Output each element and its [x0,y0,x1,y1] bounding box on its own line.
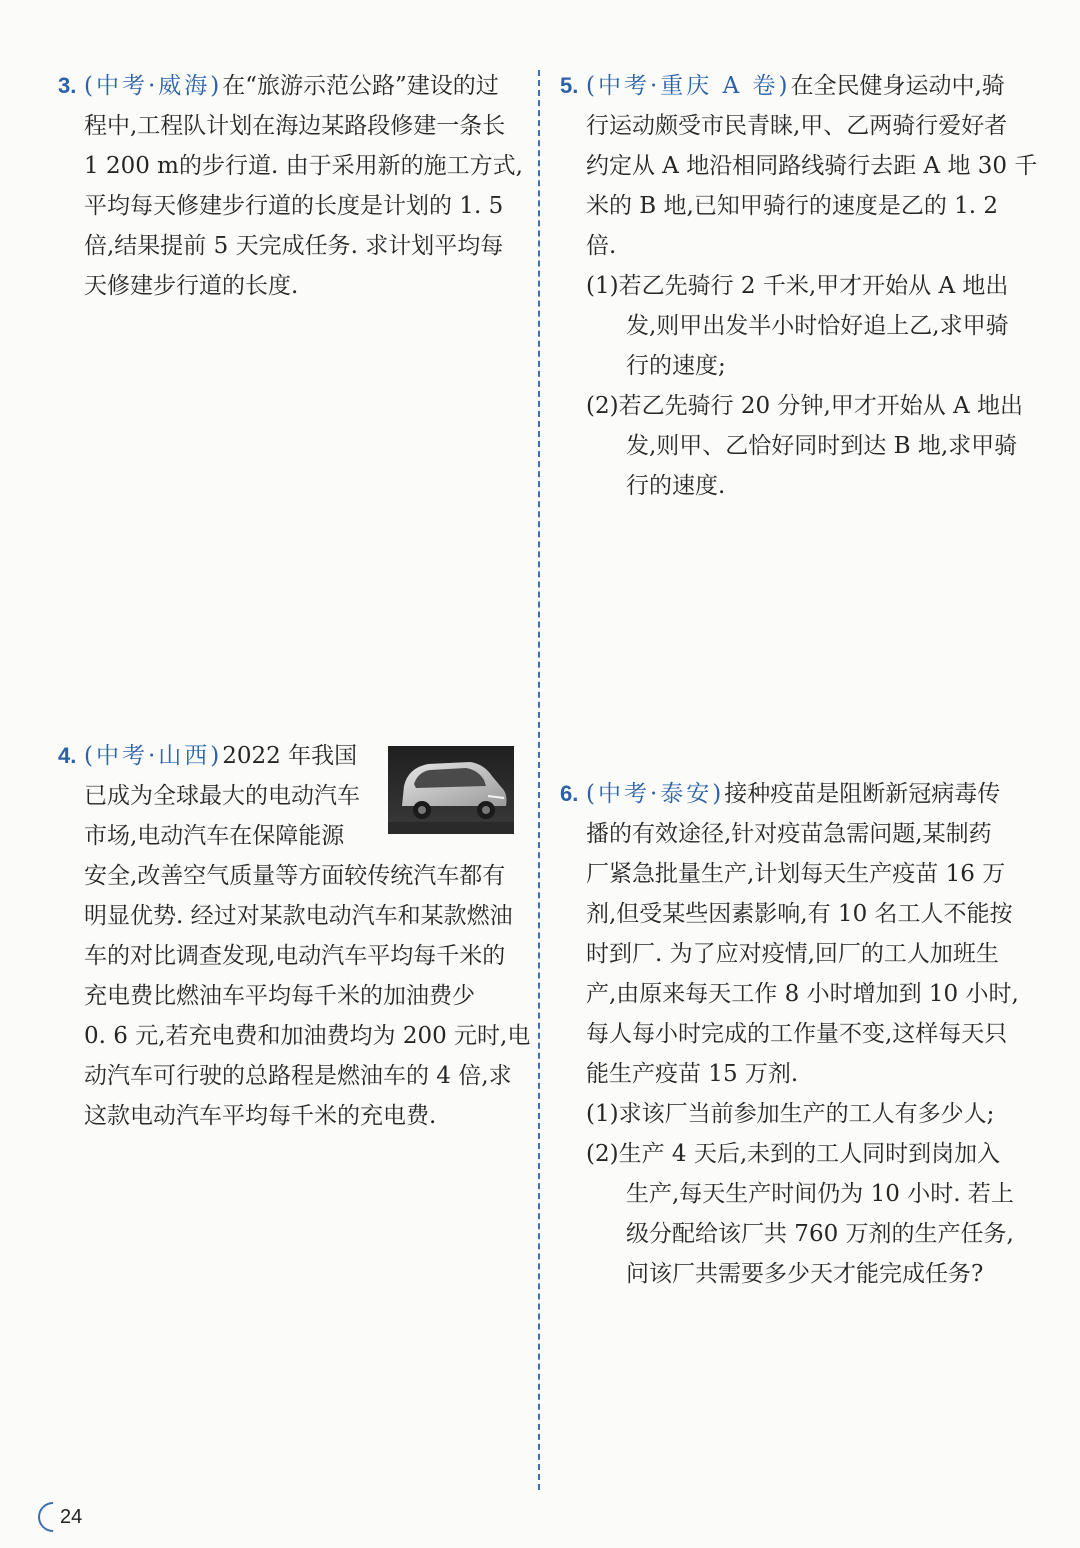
column-divider [538,70,540,1490]
problem-text-line: 程中,工程队计划在海边某路段修建一条长 [84,113,506,139]
problem-text-line: 动汽车可行驶的总路程是燃油车的 4 倍,求 [84,1063,512,1089]
problem-text-line: 在全民健身运动中,骑 [790,73,1005,99]
page-number-text: 24 [60,1506,83,1528]
problem-source: (中考·威海) [84,73,223,99]
problem-number: 6. [560,781,579,806]
problem-source: (中考·泰安) [586,781,725,807]
subquestion-text-line: 级分配给该厂共 760 万剂的生产任务, [626,1221,1014,1247]
subquestion-2: (2)若乙先骑行 20 分钟,甲才开始从 A 地出 [586,393,1024,419]
subquestion-text-line: 发,则甲、乙恰好同时到达 B 地,求甲骑 [626,433,1018,459]
problem-source: (中考·重庆 A 卷) [586,73,791,99]
problem-text-line: 约定从 A 地沿相同路线骑行去距 A 地 30 千 [586,153,1038,179]
problem-text-line: 时到厂. 为了应对疫情,回厂的工人加班生 [586,941,999,967]
problem-number: 4. [58,743,77,768]
problem-text-line: 播的有效途径,针对疫苗急需问题,某制药 [586,821,992,847]
subquestion-text-line: 问该厂共需要多少天才能完成任务? [626,1261,984,1287]
problem-text-line: 倍,结果提前 5 天完成任务. 求计划平均每 [84,233,504,259]
subquestion-text-line: 行的速度; [626,353,726,379]
problem-text-line: 已成为全球最大的电动汽车 [84,783,360,809]
problem-text-line: 厂紧急批量生产,计划每天生产疫苗 16 万 [586,861,1006,887]
problem-source: (中考·山西) [84,743,223,769]
subquestion-text-line: 行的速度. [626,473,726,499]
problem-text-line: 0. 6 元,若充电费和加油费均为 200 元时,电 [84,1023,531,1049]
problem-text-line: 安全,改善空气质量等方面较传统汽车都有 [84,863,506,889]
problem-text-line: 每人每小时完成的工作量不变,这样每天只 [586,1021,1008,1047]
problem-text-line: 这款电动汽车平均每千米的充电费. [84,1103,437,1129]
subquestion-1: (1)若乙先骑行 2 千米,甲才开始从 A 地出 [586,273,1009,299]
problem-number: 5. [560,73,579,98]
problem-text-line: 平均每天修建步行道的长度是计划的 1. 5 [84,193,504,219]
problem-text-line: 行运动颇受市民青睐,甲、乙两骑行爱好者 [586,113,1008,139]
problem-text-line: 剂,但受某些因素影响,有 10 名工人不能按 [586,901,1013,927]
problem-text-line: 2022 年我国 [222,743,358,769]
problem-6 [560,774,1030,1294]
problem-5 [560,66,1038,506]
page-number [38,1500,98,1534]
subquestion-text-line: 生产,每天生产时间仍为 10 小时. 若上 [626,1181,1014,1207]
problem-text-line: 倍. [586,233,617,259]
subquestion-text-line: 发,则甲出发半小时恰好追上乙,求甲骑 [626,313,1009,339]
problem-text-line: 在“旅游示范公路”建设的过 [222,73,499,99]
problem-text-line: 天修建步行道的长度. [84,273,299,299]
problem-text-line: 米的 B 地,已知甲骑行的速度是乙的 1. 2 [586,193,999,219]
problem-3 [58,66,528,306]
problem-text-line: 1 200 m的步行道. 由于采用新的施工方式, [84,153,523,179]
electric-car-photo [388,746,514,834]
problem-text-line: 充电费比燃油车平均每千米的加油费少 [84,983,475,1009]
problem-text-line: 市场,电动汽车在保障能源 [84,823,345,849]
car-icon [388,746,514,834]
problem-text-line: 接种疫苗是阻断新冠病毒传 [724,781,1001,807]
problem-text-line: 明显优势. 经过对某款电动汽车和某款燃油 [84,903,513,929]
problem-number: 3. [58,73,77,98]
problem-text-line: 车的对比调查发现,电动汽车平均每千米的 [84,943,506,969]
problem-text-line: 产,由原来每天工作 8 小时增加到 10 小时, [586,981,1019,1007]
problem-text-line: 能生产疫苗 15 万剂. [586,1061,799,1087]
subquestion-1: (1)求该厂当前参加生产的工人有多少人; [586,1101,995,1127]
subquestion-2: (2)生产 4 天后,未到的工人同时到岗加入 [586,1141,1001,1167]
